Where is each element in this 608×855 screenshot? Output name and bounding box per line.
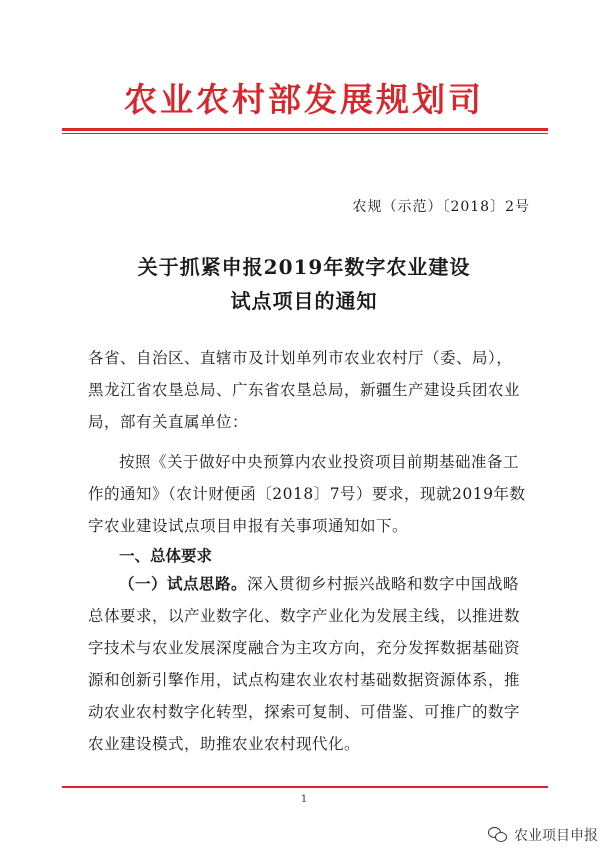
- page-number: 1: [300, 794, 308, 805]
- recipients-paragraph: 各省、自治区、直辖市及计划单列市农业农村厅（委、局），黑龙江省农垦总局、广东省农垦总局，新疆生产建设兵团农业局，部有关直属单位：: [88, 349, 521, 431]
- document-number: 农规（示范）〔2018〕2号: [352, 199, 530, 215]
- intro-paragraph: 按照《关于做好中央预算内农业投资项目前期基础准备工作的通知》（农计财便函〔2018〕7号）要求，现就2019年数字农业建设试点项目申报有关事项通知如下。: [88, 453, 526, 535]
- document-title-line-1: 关于抓紧申报2019年数字农业建设: [137, 255, 471, 279]
- wechat-watermark: [488, 825, 598, 845]
- pilot-idea-body: 深入贯彻乡村振兴战略和数字中国战略总体要求，以产业数字化、数字产业化为发展主线，以推进数字技术与农业发展深度融合为主攻方向，充分发挥数据基础资源和创新引擎作用，试点构建农业农村基础数据资源体系，推动农业农村数字化转型，探索可复制、可借鉴、可推广的数字农业建设模式，助推农业农村现代化。: [88, 575, 521, 753]
- wechat-icon: [488, 827, 508, 843]
- header-red-rule: [62, 128, 548, 131]
- footer-red-rule: [62, 786, 548, 788]
- document-title-line-2: 试点项目的通知: [230, 289, 378, 313]
- pilot-idea-paragraph: [88, 568, 528, 760]
- issuer-header: 农业农村部发展规划司: [124, 80, 484, 119]
- watermark-text: 农业项目申报: [514, 828, 598, 844]
- section-heading: 一、总体要求: [119, 546, 213, 565]
- header-red-rule-thin: [62, 133, 548, 134]
- document-title: [0, 250, 608, 318]
- pilot-idea-lead: （一）试点思路。: [119, 574, 248, 593]
